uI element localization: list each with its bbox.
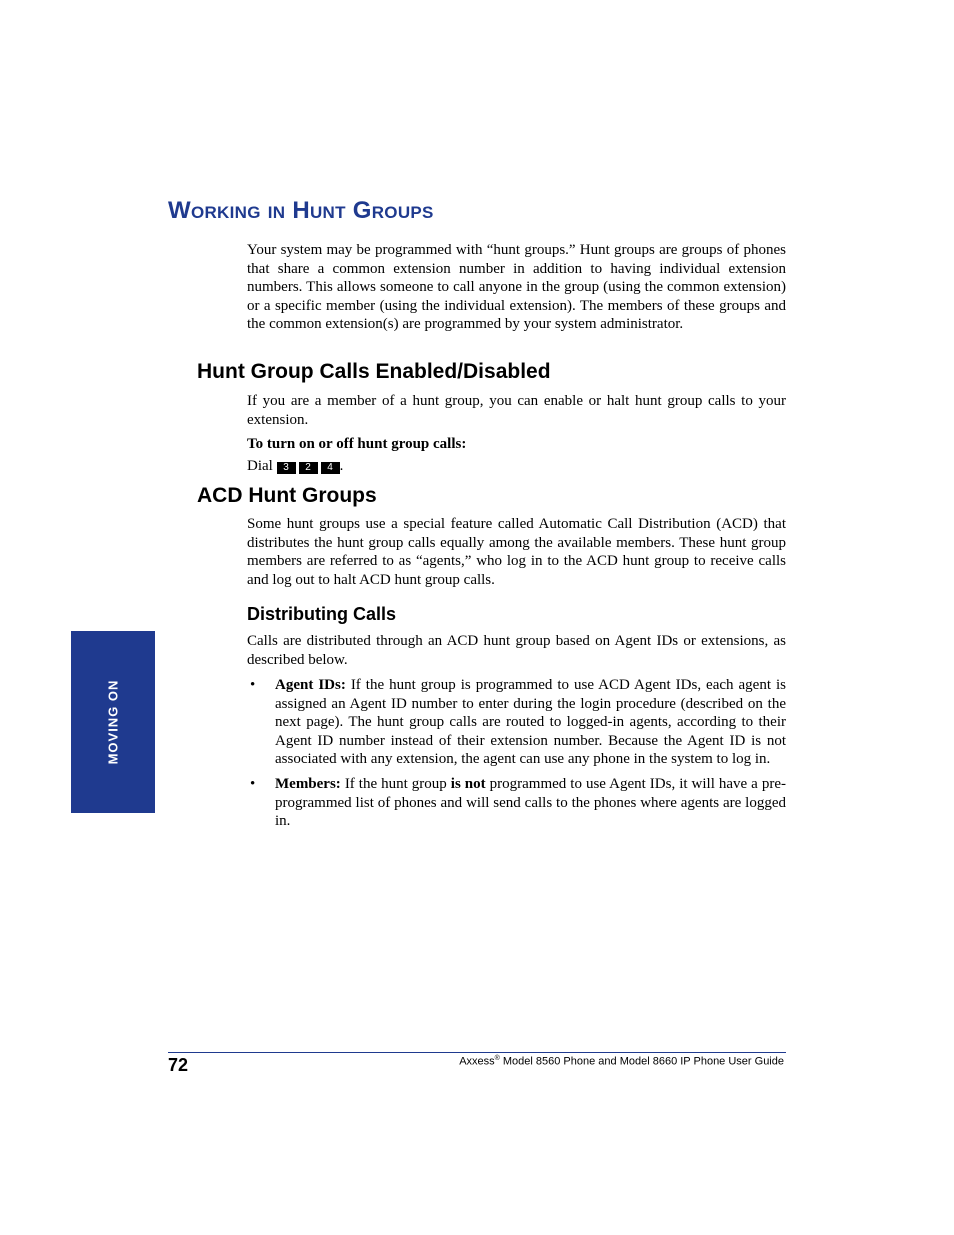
list-item [247, 775, 786, 831]
footer-divider [168, 1052, 786, 1053]
section-title [168, 197, 434, 225]
title-letter: H [292, 197, 310, 224]
list-item [247, 676, 786, 769]
distributing-heading: Distributing Calls [247, 604, 397, 624]
acd-heading: ACD Hunt Groups [197, 484, 377, 507]
bullet-text: If the hunt group is programmed to use ACD Agent IDs, each agent is assigned an Agent ID number to enter during the login procedure (described on the next page). The hunt group calls are routed to logged-in agents, according to their Agent ID number instead of their extension number. Because the Agent ID is not associated with any extension, the agent can use any phone in the system to log in. [275, 677, 786, 768]
dial-label: Dial [247, 458, 273, 474]
dial-end: . [339, 458, 344, 474]
distributing-body: Calls are distributed through an ACD hunt group based on Agent IDs or extensions, as described below. [247, 633, 786, 668]
title-word: roups [371, 197, 434, 224]
title-word: unt [309, 197, 346, 224]
dial-key-4: 4 [321, 462, 340, 474]
title-letter: G [352, 197, 372, 224]
side-tab-label: MOVING ON [105, 679, 121, 765]
bullet-text: If the hunt group [340, 775, 451, 792]
intro-paragraph: Your system may be programmed with “hunt groups.” Hunt groups are groups of phones that share a common extension number in addition to having individual extension numbers. This allows someone to call anyone in the group (using the common extension) or a specific member (using the individual extension). The members of these groups and the common extension(s) are programmed by your system administrator. [247, 242, 786, 333]
bullet-icon: • [250, 677, 256, 693]
acd-body: Some hunt groups use a special feature called Automatic Call Distribution (ACD) that distributes the hunt group calls equally among the available members. These hunt group members are referred to as “agents,” who log in to the ACD hunt group to receive calls and log out to halt ACD hunt group calls. [247, 516, 786, 588]
hunt-group-calls-body: If you are a member of a hunt group, you can enable or halt hunt group calls to your extension. [247, 393, 786, 428]
dial-instruction [247, 457, 786, 476]
bullet-icon: • [250, 775, 256, 792]
side-tab [71, 631, 155, 813]
distribution-list [247, 676, 786, 837]
bullet-term: Members: [275, 775, 341, 792]
dial-key-2: 2 [299, 462, 318, 474]
procedure-label: To turn on or off hunt group calls: [247, 436, 467, 452]
page-number: 72 [168, 1055, 189, 1075]
title-word: in [267, 197, 286, 224]
title-letter: W [168, 197, 191, 224]
title-word: orking [190, 197, 261, 224]
registered-mark: ® [494, 1055, 500, 1062]
bullet-text: programmed to use Agent IDs, it will have a pre-programmed list of phones and will send calls to the phones where agents are logged in. [275, 775, 786, 830]
footer-brand: Axxess [459, 1055, 495, 1068]
bullet-term: Agent IDs: [275, 677, 346, 693]
bullet-emphasis: is not [450, 775, 486, 792]
dial-key-3: 3 [277, 462, 296, 474]
hunt-group-calls-heading: Hunt Group Calls Enabled/Disabled [197, 360, 551, 383]
footer-guide-title: Model 8560 Phone and Model 8660 IP Phone User Guide [499, 1055, 784, 1068]
footer-title [459, 1055, 784, 1068]
